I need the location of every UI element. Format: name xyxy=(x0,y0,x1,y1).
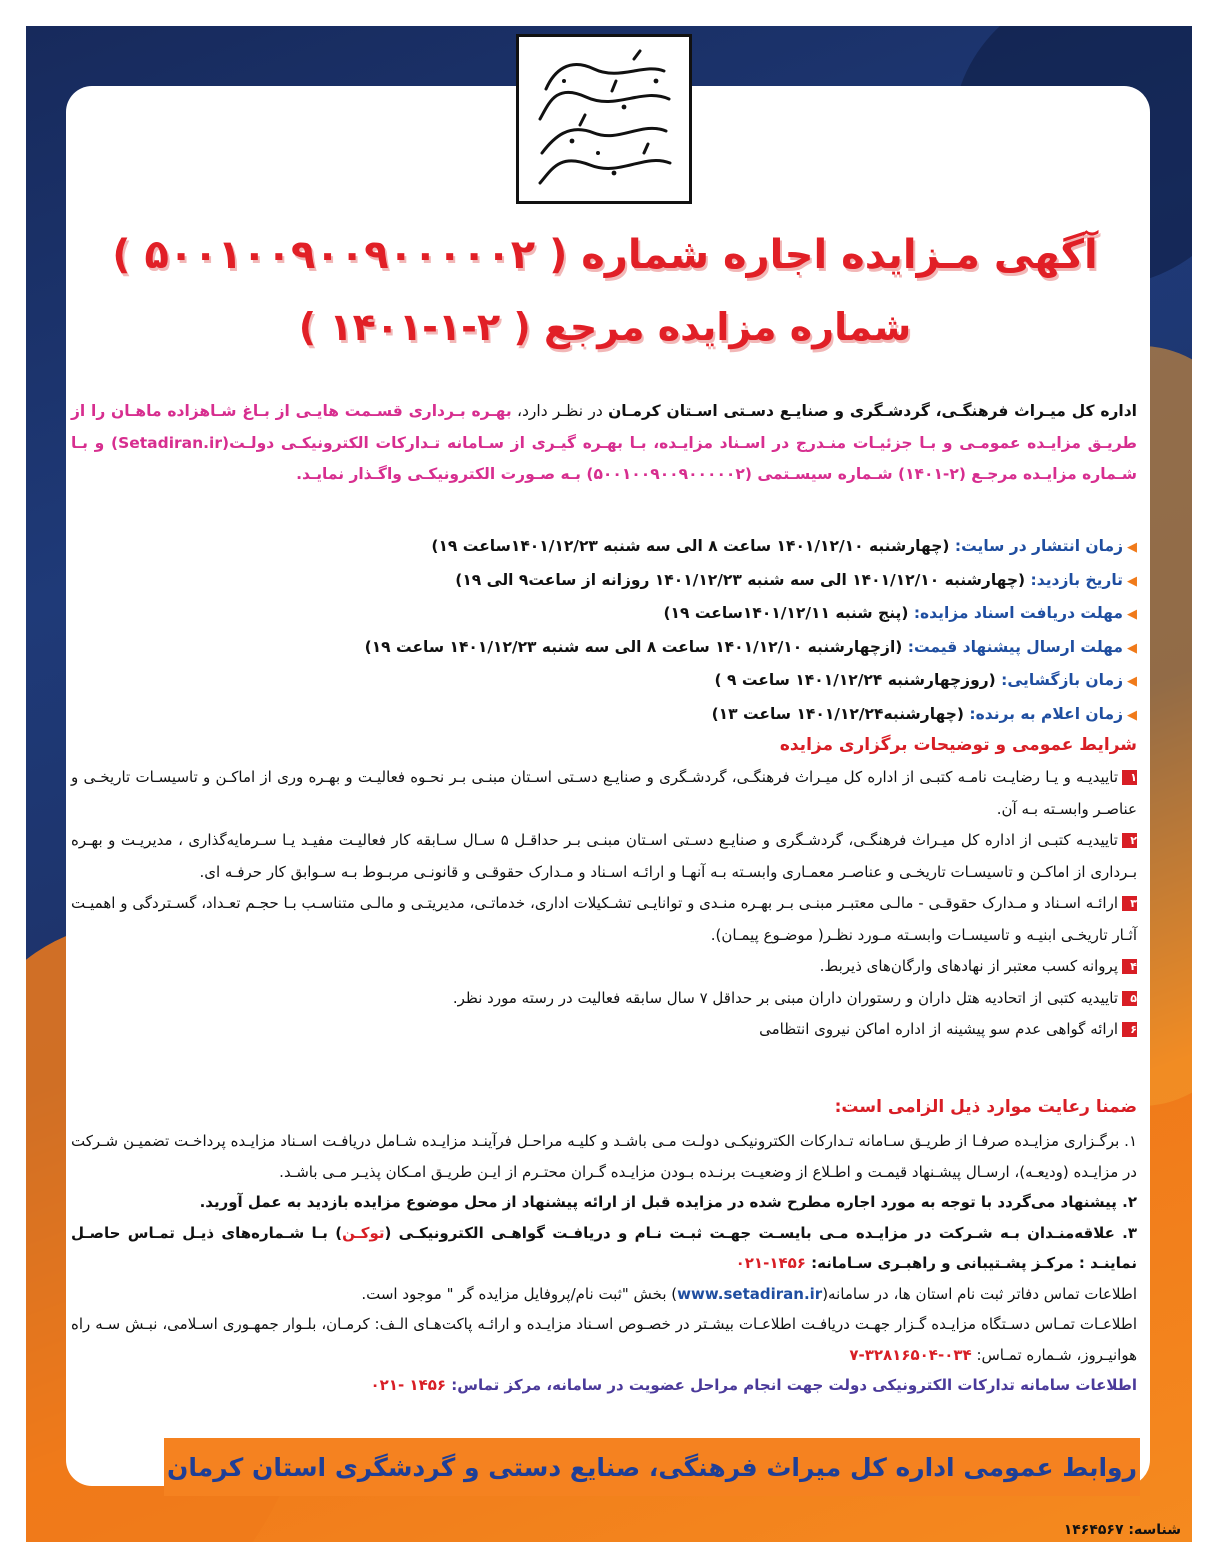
contact-phone: ۰۳۴-۳۲۸۱۶۵۰۴-۷ xyxy=(849,1345,972,1364)
date-item-visit xyxy=(71,564,1137,598)
note-item: ۱. برگـزاری مزایـده صرفـا از طریـق سـامانه تـدارکات الکترونیکـی دولـت مـی باشـد و کلیـه مراحـل فرآینـد مزایـده شـامل دریافـت اسـناد مزایـده پرداخـت تضمیـن شـرکت در مزایـده (ودیعـه)، ارسـال پیشـنهاد قیمـت و اطـلاع از وضعیـت برنـده بـودن مزایـده گـران محتـرم از ایـن طریـق امـکان پذیـر مـی باشـد. xyxy=(71,1132,1137,1181)
conditions-list xyxy=(71,762,1137,1046)
requirements-heading: ضمنا رعایت موارد ذیل الزامی است: xyxy=(834,1097,1137,1117)
condition-text: ارائـه اسـناد و مـدارک حقوقـی - مالـی معتبـر مبنـی بـر بهـره منـدی و توانایـی تشـکیلات اداری، خدماتـی، مدیریتـی و مالـی متناسـب بـا حجـم تعـداد، گسـتردگی و اهمیـت آثـار تاریخـی ابنیـه و تاسیسـات وابسـته مـورد نظـر( موضـوع پیمـان). xyxy=(71,894,1137,944)
note-item xyxy=(71,1218,1137,1279)
note-text: ) بـا شـماره‌های ذیـل تمـاس حاصـل نماینـد : xyxy=(71,1223,1137,1272)
condition-item xyxy=(71,951,1137,983)
condition-item xyxy=(71,762,1137,825)
note-text: اطلاعات تماس دفاتر ثبت نام استان ها، در سامانه( xyxy=(822,1284,1137,1303)
date-label: مهلت ارسال پیشنهاد قیمت: xyxy=(907,637,1123,656)
conditions-heading: شرایط عمومی و توضیحات برگزاری مزایده xyxy=(779,735,1137,755)
date-item-winner xyxy=(71,698,1137,732)
date-value: (روزچهارشنبه ۱۴۰۱/۱۲/۲۴ ساعت ۹ ) xyxy=(714,671,1002,689)
condition-text: تاییدیـه کتبـی از اداره کل میـراث فرهنگـی، گردشـگری و صنایـع دسـتی اسـتان مبنـی بـر حداقـل ۵ سـال سـابقه کار فعالیـت مفیـد یـا سـرمایه‌گذاری ، مدیریـت و بهـره بـرداری از اماکـن و تاسیسـات تاریخـی و عناصـر معمـاری وابسـته بـه آنهـا و ارائـه اسـناد و مـدارک حقوقـی و قانونـی مربـوط بـه سـوابق کار حرفـه ای. xyxy=(71,831,1137,881)
arrow-icon: ◀ xyxy=(1127,640,1137,656)
setadiran-link[interactable]: www.setadiran.ir xyxy=(677,1284,823,1303)
date-value: (ازچهارشنبه ۱۴۰۱/۱۲/۱۰ ساعت ۸ الی سه شنبه ۱۴۰۱/۱۲/۲۳ ساعت ۱۹) xyxy=(364,637,908,656)
condition-item xyxy=(71,888,1137,951)
date-item-documents xyxy=(71,597,1137,631)
date-label: زمان بازگشایی: xyxy=(1001,671,1123,689)
note-text: اطلاعات سامانه تدارکات الکترونیکی دولت جهت انجام مراحل عضویت در سامانه، مرکز تماس: xyxy=(446,1376,1137,1394)
public-relations-banner xyxy=(164,1438,1140,1496)
note-text: ) بخش "ثبت نام/پروفایل مزایده گر " موجود است. xyxy=(361,1284,678,1303)
condition-text: تاییدیـه و یـا رضایـت نامـه کتبـی از اداره کل میـراث فرهنگـی، گردشـگری و صنایـع دسـتی اسـتان مبنـی بـر نحـوه فعالیـت و بهـره وری از اماکـن و تاسیسـات تاریخـی و عناصـر وابسـته بـه آن. xyxy=(71,768,1137,818)
intro-connector: در نظـر دارد، xyxy=(511,402,609,420)
date-value: (چهارشنبه ۱۴۰۱/۱۲/۱۰ الی سه شنبه ۱۴۰۱/۱۲/۲۳ روزانه از ساعت۹ الی ۱۹) xyxy=(455,570,1031,589)
note-item: ۲. پیشنهاد می‌گردد با توجه به مورد اجاره مطرح شده در مزایده قبل از ارائه پیشنهاد از محل موضوع مزایده بازدید به عمل آورید. xyxy=(199,1193,1137,1211)
requirements-list xyxy=(71,1126,1137,1401)
calligraphy-logo-icon xyxy=(524,41,684,197)
note-item xyxy=(71,1279,1137,1310)
arrow-icon: ◀ xyxy=(1127,707,1137,723)
note-text: اطلاعـات تمـاس دسـتگاه مزایـده گـزار جهـت دریافـت اطلاعـات بیشـتر در خصـوص اسـناد مزایـده و ارائـه پاکت‌هـای الـف: کرمـان، بلـوار جمهـوری اسـلامی، نبـش سـه راه هوانیـروز، شـماره تمـاس: xyxy=(71,1315,1137,1364)
ad-id: شناسه: ۱۴۶۴۵۶۷ xyxy=(1063,1522,1181,1538)
dates-list xyxy=(71,530,1137,731)
note-item xyxy=(71,1309,1137,1370)
support-center-label: مرکـز پشـتیبانی و راهبـری سـامانه: xyxy=(805,1254,1079,1272)
number-badge: ۵ xyxy=(1122,991,1137,1006)
note-item xyxy=(71,1370,1137,1401)
date-label: زمان انتشار در سایت: xyxy=(954,537,1123,555)
intro-paragraph xyxy=(71,396,1137,491)
date-value: (پنج شنبه ۱۴۰۱/۱۲/۱۱ساعت ۱۹) xyxy=(663,604,914,622)
number-badge: ۶ xyxy=(1122,1022,1137,1037)
reference-number-title: شماره مزایده مرجع ( ۲-۱-۱۴۰۱ ) xyxy=(298,305,912,349)
date-label: تاریخ بازدید: xyxy=(1030,570,1123,589)
auction-title: آگهی مـزایده اجاره شماره ( ۵۰۰۱۰۰۹۰۰۹۰۰۰۰۰۲ ) xyxy=(112,232,1098,278)
number-badge: ۱ xyxy=(1122,770,1137,785)
token-label: توکـن xyxy=(342,1223,385,1242)
membership-phone: ۱۴۵۶ -۰۲۱ xyxy=(370,1376,447,1394)
note-text: ۳. علاقه‌منـدان بـه شـرکت در مزایـده مـی بایسـت جهـت ثبـت نـام و دریافـت گواهـی الکترونیکـی ( xyxy=(384,1223,1138,1242)
number-badge: ۴ xyxy=(1122,959,1137,974)
condition-item xyxy=(71,825,1137,888)
heritage-organization-logo xyxy=(516,34,692,204)
condition-item xyxy=(71,1014,1137,1046)
date-item-bid xyxy=(71,631,1137,665)
condition-item xyxy=(71,983,1137,1015)
arrow-icon: ◀ xyxy=(1127,573,1137,589)
condition-text: پروانه کسب معتبر از نهادهای وارگان‌های ذیربط. xyxy=(819,957,1118,975)
organization-name: اداره کل میـراث فرهنگـی، گردشـگری و صنایـع دسـتی اسـتان کرمـان xyxy=(608,402,1137,420)
banner-text: روابط عمومی اداره کل میراث فرهنگی، صنایع دستی و گردشگری استان کرمان xyxy=(167,1452,1137,1482)
condition-text: تاییدیه کتبی از اتحادیه هتل داران و رستوران داران مبنی بر حداقل ۷ سال سابقه فعالیت در رسته مورد نظر. xyxy=(452,988,1118,1007)
arrow-icon: ◀ xyxy=(1127,540,1137,555)
date-value: (چهارشنبه۱۴۰۱/۱۲/۲۴ ساعت ۱۳) xyxy=(711,704,970,723)
intro-subject: بهـره بـرداری قسـمت هایـی از بـاغ شـاهزاده ماهـان را از طریـق مزایـده عمومـی و بـا جزئیـات منـدرج در اسـناد مزایـده، بـا بهـره گیـری از سـامانه تـدارکات الکترونیکـی دولـت(Setadiran.ir) و بـا شـماره مزایـده مرجـع (۲-۱۴۰۱) شـماره سیسـتمی (۵۰۰۱۰۰۹۰۰۹۰۰۰۰۰۲) بـه صـورت الکترونیکـی واگـذار نمایـد. xyxy=(71,402,1137,483)
date-item-publish xyxy=(71,530,1137,564)
arrow-icon: ◀ xyxy=(1127,607,1137,622)
number-badge: ۳ xyxy=(1122,896,1137,911)
number-badge: ۲ xyxy=(1122,833,1137,848)
condition-text: ارائه گواهی عدم سو پیشینه از اداره اماکن نیروی انتظامی xyxy=(759,1020,1118,1038)
arrow-icon: ◀ xyxy=(1127,674,1137,689)
support-phone: ۱۴۵۶-۰۲۱ xyxy=(735,1254,806,1272)
date-item-opening xyxy=(71,664,1137,698)
date-value: (چهارشنبه ۱۴۰۱/۱۲/۱۰ ساعت ۸ الی سه شنبه ۱۴۰۱/۱۲/۲۳ساعت ۱۹) xyxy=(431,537,955,555)
date-label: زمان اعلام به برنده: xyxy=(969,704,1123,723)
date-label: مهلت دریافت اسناد مزایده: xyxy=(913,604,1123,622)
